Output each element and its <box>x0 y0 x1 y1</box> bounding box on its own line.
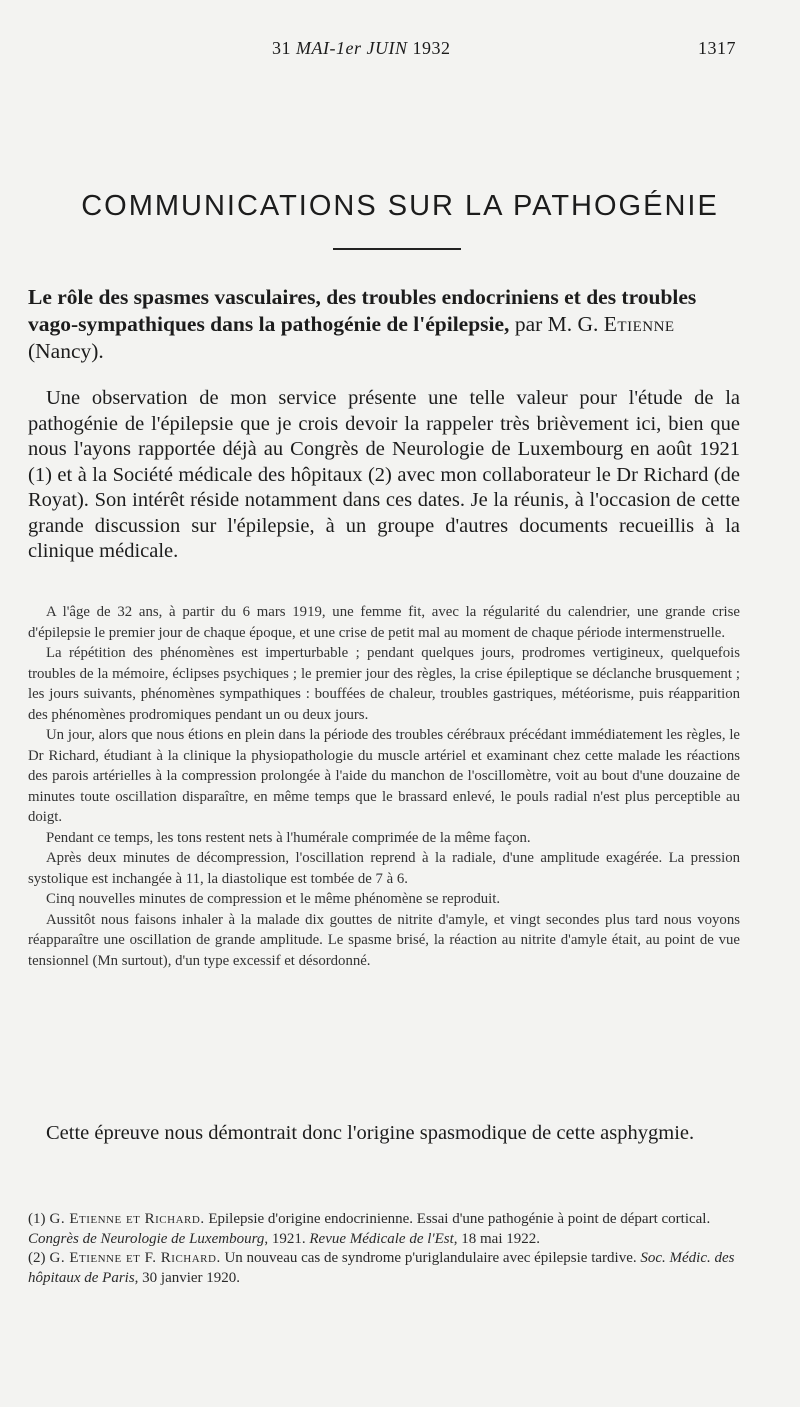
case-paragraph: Cinq nouvelles minutes de compression et le même phénomène se reproduit. <box>46 891 501 907</box>
case-paragraph: Un jour, alors que nous étions en plein dans la période des troubles cérébraux précédant immédiatement les règles, le Dr Richard, étudiant à la clinique la physiopathologie du muscle artériel et examinant chez cette malade les réactions des parois artérielles à la compression prolongée à l'aide du manchon de l'oscillomètre, voit au bout d'une douzaine de minutes toute oscillation disparaître, en même temps que le brassard enlevé, le pouls radial n'est plus perceptible au doigt. <box>28 727 740 825</box>
conclusion-paragraph: Cette épreuve nous démontrait donc l'origine spasmodique de cette asphygmie. <box>46 1122 695 1144</box>
article-title: Le rôle des spasmes vasculaires, des troubles endocriniens et des troubles vago-sympathiques dans la pathogénie de l'épilepsie, <box>28 285 697 336</box>
author-name: Etienne <box>603 312 675 336</box>
case-paragraph: A l'âge de 32 ans, à partir du 6 mars 1919, une femme fit, avec la régularité du calendrier, une grande crise d'épilepsie le premier jour de chaque époque, et une crise de petit mal au moment de chaque période intermenstruelle. <box>28 604 740 641</box>
section-title: COMMUNICATIONS SUR LA PATHOGÉNIE <box>81 190 719 222</box>
case-paragraph: Après deux minutes de décompression, l'oscillation reprend à la radiale, d'une amplitude exagérée. La pression systolique est inchangée à 11, la diastolique est tombée de 7 à 6. <box>28 850 740 887</box>
page-number: 1317 <box>698 38 736 58</box>
footnote: (2) G. Etienne et F. Richard. Un nouveau cas de syndrome p'uriglandulaire avec épilepsie tardive. Soc. Médic. des hôpitaux de Paris, 30 janvier 1920. <box>28 1250 735 1286</box>
intro-paragraph: Une observation de mon service présente une telle valeur pour l'étude de la pathogénie de l'épilepsie que je crois devoir la rappeler très brièvement ici, bien que nous l'ayons rapportée déjà au Congrès de Neurologie de Luxembourg en août 1921 (1) et à la Société médicale des hôpitaux (2) avec mon collaborateur le Dr Richard (de Royat). Son intérêt réside notamment dans ces dates. Je la réunis, à l'occasion de cette grande discussion sur l'épilepsie, à un groupe d'autres documents recueillis à la clinique médicale. <box>28 387 740 562</box>
footnote: (1) G. Etienne et Richard. Epilepsie d'origine endocrinienne. Essai d'une pathogénie à point de départ cortical. Congrès de Neurologie de Luxembourg, 1921. Revue Médicale de l'Est, 18 mai 1922. <box>28 1211 711 1247</box>
footnotes <box>28 1210 740 1288</box>
case-paragraph: La répétition des phénomènes est imperturbable ; pendant quelques jours, prodromes vertigineux, quelquefois troubles de la mémoire, éclipses psychiques ; le premier jour des règles, la crise épileptique se déclanche brusquement ; les jours suivants, phénomènes sympathiques : bouffées de chaleur, troubles gastriques, météorisme, puis réapparition des phénomènes prodromiques pendant un ou deux jours. <box>28 645 740 723</box>
case-paragraph: Pendant ce temps, les tons restent nets à l'humérale comprimée de la même façon. <box>46 829 531 846</box>
article-heading: Le rôle des spasmes vasculaires, des troubles endocriniens et des troubles vago-sympathiques dans la pathogénie de l'épilepsie, par M. G. Etienne (Nancy). <box>28 285 697 363</box>
running-head-date: 31 MAI-1er JUIN 1932 <box>272 38 451 58</box>
title-rule <box>333 248 461 250</box>
case-paragraph: Aussitôt nous faisons inhaler à la malade dix gouttes de nitrite d'amyle, et vingt secondes plus tard nous voyons réapparaître une oscillation de grande amplitude. Le spasme brisé, la réaction au nitrite d'amyle était, au point de vue tensionnel (Mn surtout), d'un type excessif et désordonné. <box>28 911 740 969</box>
case-report <box>28 602 740 971</box>
running-head <box>0 38 800 62</box>
